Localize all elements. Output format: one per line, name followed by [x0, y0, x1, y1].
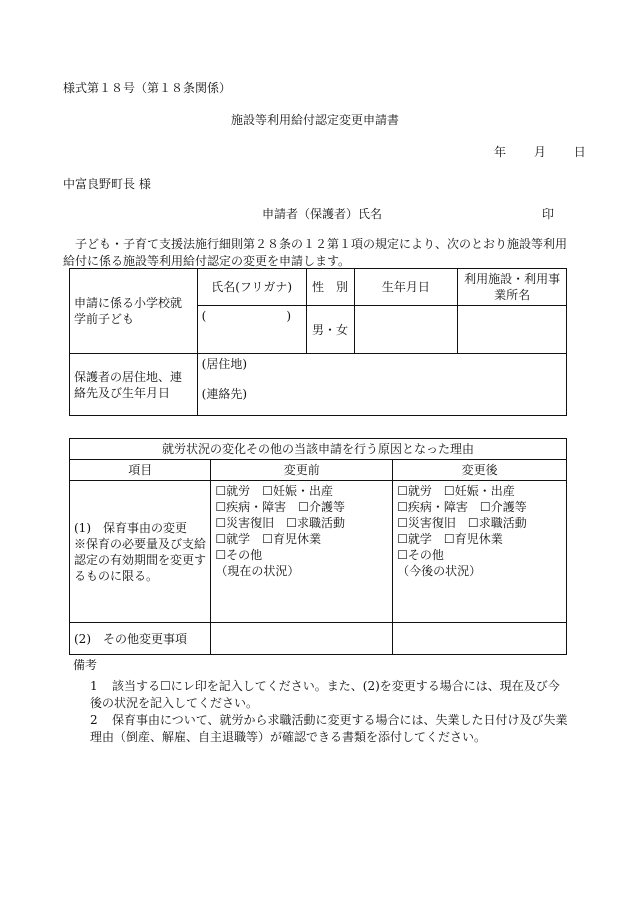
before-option[interactable]: ☐その他: [215, 548, 263, 562]
residence-label: (居住地): [201, 357, 248, 371]
note-item: [90, 678, 570, 712]
body-text: 子ども・子育て支援法施行細則第２８条の１２第１項の規定により、次のとおり施設等利用給付に係る施設等利用給付認定の変更を申請します。: [63, 237, 568, 268]
after-option[interactable]: ☐その他: [397, 548, 444, 562]
note-text: 該当する☐にレ印を記入してください。また、(2)を変更する場合には、現在及び今後の状況を記入してください。: [90, 679, 560, 710]
row2-after-cell[interactable]: [393, 623, 567, 655]
before-option[interactable]: ☐災害復旧 ☐求職活動: [215, 516, 345, 530]
row2-label: (2) その他変更事項: [70, 623, 211, 655]
before-options-cell[interactable]: [211, 481, 393, 623]
after-option[interactable]: ☐就労 ☐妊娠・出産: [397, 484, 515, 498]
after-status-label: （今後の状況）: [397, 564, 482, 578]
birthdate-cell[interactable]: [354, 306, 458, 354]
col-item-header: 項目: [70, 460, 211, 481]
after-option[interactable]: ☐疾病・障害 ☐介護等: [397, 500, 527, 514]
before-option[interactable]: ☐就学 ☐育児休業: [215, 532, 321, 546]
before-option[interactable]: ☐就労 ☐妊娠・出産: [215, 484, 333, 498]
child-name-cell[interactable]: [197, 306, 306, 354]
col-before-header: 変更前: [211, 460, 393, 481]
paren-close: ): [286, 309, 292, 323]
col-name-header: 氏名(フリガナ): [197, 269, 306, 306]
date-month-label: 月: [533, 145, 546, 159]
notes-heading: 備考: [73, 658, 98, 672]
note-number: 2: [90, 713, 98, 727]
note-text: 保育事由について、就労から求職活動に変更する場合には、失業した日付け及び失業理由（倒産、解雇、自主退職等）が確認できる書類を添付してください。: [90, 713, 568, 744]
applicant-name-label: 申請者（保護者）氏名: [262, 207, 383, 221]
col-birth-header: 生年月日: [354, 269, 458, 306]
row1-label: (1) 保育事由の変更: [74, 520, 187, 535]
row2-before-cell[interactable]: [211, 623, 393, 655]
col-facility-header: 利用施設・利用事業所名: [458, 269, 567, 306]
row1-note: ※保育の必要量及び支給認定の有効期間を変更するものに限る。: [74, 536, 207, 583]
guardian-info-cell[interactable]: [197, 354, 566, 416]
page-title: 施設等利用給付認定変更申請書: [230, 113, 399, 127]
reason-table: [69, 438, 567, 655]
child-label: 申請に係る小学校就学前子ども: [70, 269, 198, 354]
date-year-label: 年: [494, 145, 507, 159]
form-number: 様式第１８号（第１８条関係）: [63, 81, 232, 95]
note-number: 1: [90, 679, 98, 693]
row1-label-cell: [70, 481, 211, 623]
note-item: [90, 712, 570, 746]
reason-header: 就労状況の変化その他の当該申請を行う原因となった理由: [70, 439, 567, 460]
after-options-cell[interactable]: [393, 481, 567, 623]
after-option[interactable]: ☐災害復旧 ☐求職活動: [397, 516, 527, 530]
guardian-label: 保護者の居住地、連絡先及び生年月日: [70, 354, 198, 416]
addressee: 中富良野町長 様: [63, 177, 151, 191]
child-info-table: [69, 268, 567, 416]
gender-cell[interactable]: 男・女: [306, 306, 354, 354]
before-status-label: （現在の状況）: [215, 564, 300, 578]
seal-mark: 印: [542, 207, 555, 221]
paren-open: (: [201, 309, 207, 323]
after-option[interactable]: ☐就学 ☐育児休業: [397, 532, 503, 546]
facility-cell[interactable]: [458, 306, 567, 354]
col-after-header: 変更後: [393, 460, 567, 481]
col-gender-header: 性 別: [306, 269, 354, 306]
before-option[interactable]: ☐疾病・障害 ☐介護等: [215, 500, 345, 514]
date-day-label: 日: [573, 145, 586, 159]
date-row: [470, 144, 586, 160]
contact-label: (連絡先): [201, 387, 248, 401]
